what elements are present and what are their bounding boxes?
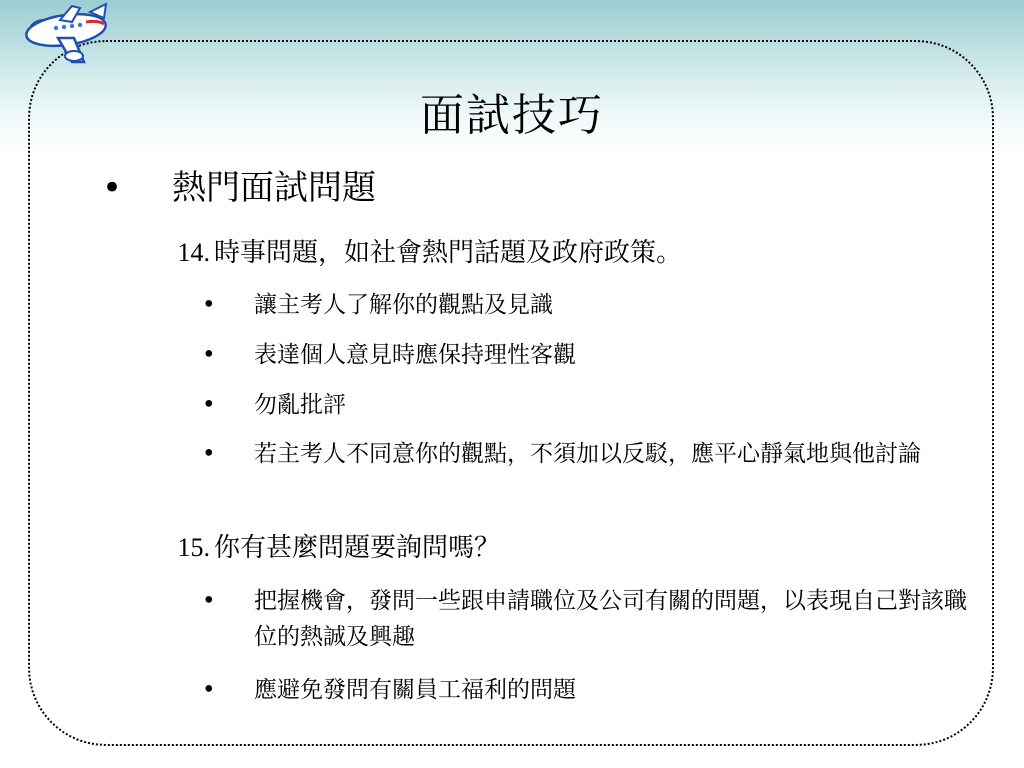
list-item	[198, 672, 974, 708]
bullet-icon: •	[202, 588, 216, 614]
question-14	[142, 233, 682, 273]
bullet-icon: •	[202, 392, 216, 418]
list-item-text: 讓主考人了解你的觀點及見識	[254, 292, 553, 318]
list-item-text: 應避免發問有關員工福利的問題	[254, 677, 576, 703]
question-number: 14.	[177, 238, 210, 267]
list-item	[198, 287, 974, 323]
question-number: 15.	[177, 533, 210, 562]
question-text: 你有甚麼問題要詢問嗎？	[214, 533, 501, 563]
slide-title: 面試技巧	[420, 90, 604, 141]
list-item	[198, 337, 974, 373]
list-item-text: 勿亂批評	[254, 392, 346, 418]
list-item-text: 把握機會，發問一些跟申請職位及公司有關的問題，以表現自己對該職位的熱誠及興趣	[254, 588, 967, 650]
bullet-icon: •	[202, 342, 216, 368]
bullet-icon: •	[202, 441, 216, 467]
list-item	[198, 583, 974, 655]
list-item-text: 若主考人不同意你的觀點，不須加以反駁，應平心靜氣地與他討論	[254, 441, 921, 467]
bullet-icon: •	[202, 677, 216, 703]
airplane-icon	[14, 0, 110, 82]
list-item	[198, 387, 974, 423]
bullet-icon: •	[102, 168, 123, 208]
heading-item	[100, 160, 376, 216]
list-item	[198, 436, 974, 472]
heading-text: 熱門面試問題	[172, 168, 376, 208]
list-item-text: 表達個人意見時應保持理性客觀	[254, 342, 576, 368]
question-15	[142, 528, 500, 568]
question-text: 時事問題，如社會熱門話題及政府政策。	[214, 238, 683, 268]
bullet-icon: •	[202, 292, 216, 318]
